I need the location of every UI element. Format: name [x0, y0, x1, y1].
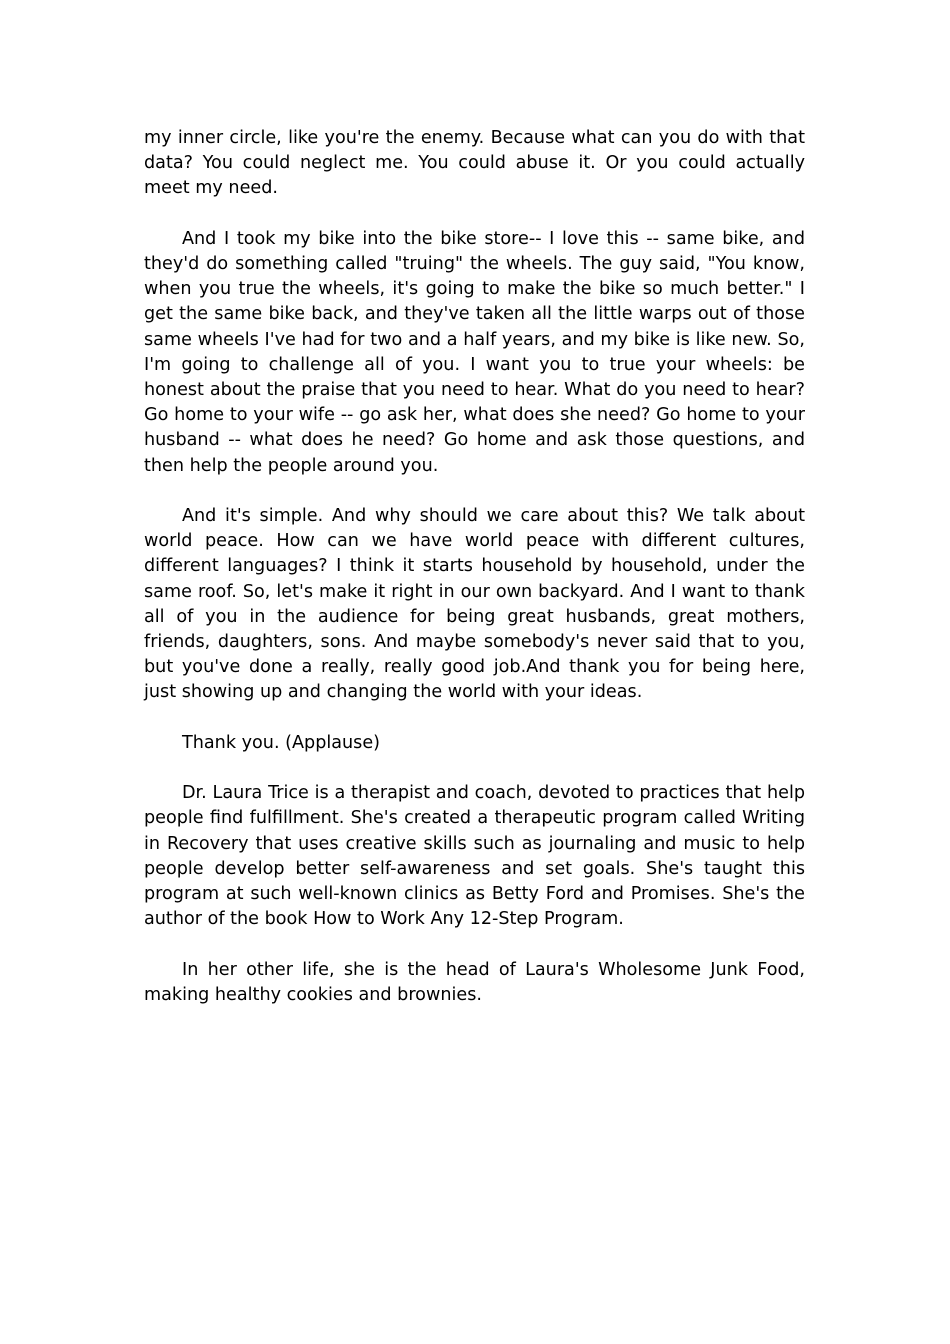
document-page	[144, 126, 805, 1033]
paragraph-speaker-bio: Dr. Laura Trice is a therapist and coach, devoted to practices that help people find fulfillment. She's created a therapeutic program called Writing in Recovery that uses creative skills such as journaling and music to help people develop better self-awareness and set goals. She's taught this program at such well-known clinics as Betty Ford and Promises. She's the author of the book How to Work Any 12-Step Program.	[144, 783, 805, 930]
paragraph-world-peace: And it's simple. And why should we care about this? We talk about world peace. How can we have world peace with different cultures, different languages? I think it starts household by household, under the same roof. So, let's make it right in our own backyard. And I want to thank all of you in the audience for being great husbands, great mothers, friends, daughters, sons. And maybe somebody's never said that to you, but you've done a really, really good job.And thank you for being here, just showing up and changing the world with your ideas.	[144, 506, 805, 703]
paragraph-other-life: In her other life, she is the head of Laura's Wholesome Junk Food, making healthy cookies and brownies.	[144, 959, 805, 1005]
paragraph-thank-you: Thank you. (Applause)	[182, 732, 381, 753]
paragraph-inner-circle: my inner circle, like you're the enemy. Because what can you do with that data? You could neglect me. You could abuse it. Or you could actually meet my need.	[144, 128, 805, 199]
paragraph-bike-store: And I took my bike into the bike store-- I love this -- same bike, and they'd do something called "truing" the wheels. The guy said, "You know, when you true the wheels, it's going to make the bike so much better." I get the same bike back, and they've taken all the little warps out of those same wheels I've had for two and a half years, and my bike is like new. So, I'm going to challenge all of you. I want you to true your wheels: be honest about the praise that you need to hear. What do you need to hear? Go home to your wife -- go ask her, what does she need? Go home to your husband -- what does he need? Go home and ask those questions, and then help the people around you.	[144, 228, 805, 476]
